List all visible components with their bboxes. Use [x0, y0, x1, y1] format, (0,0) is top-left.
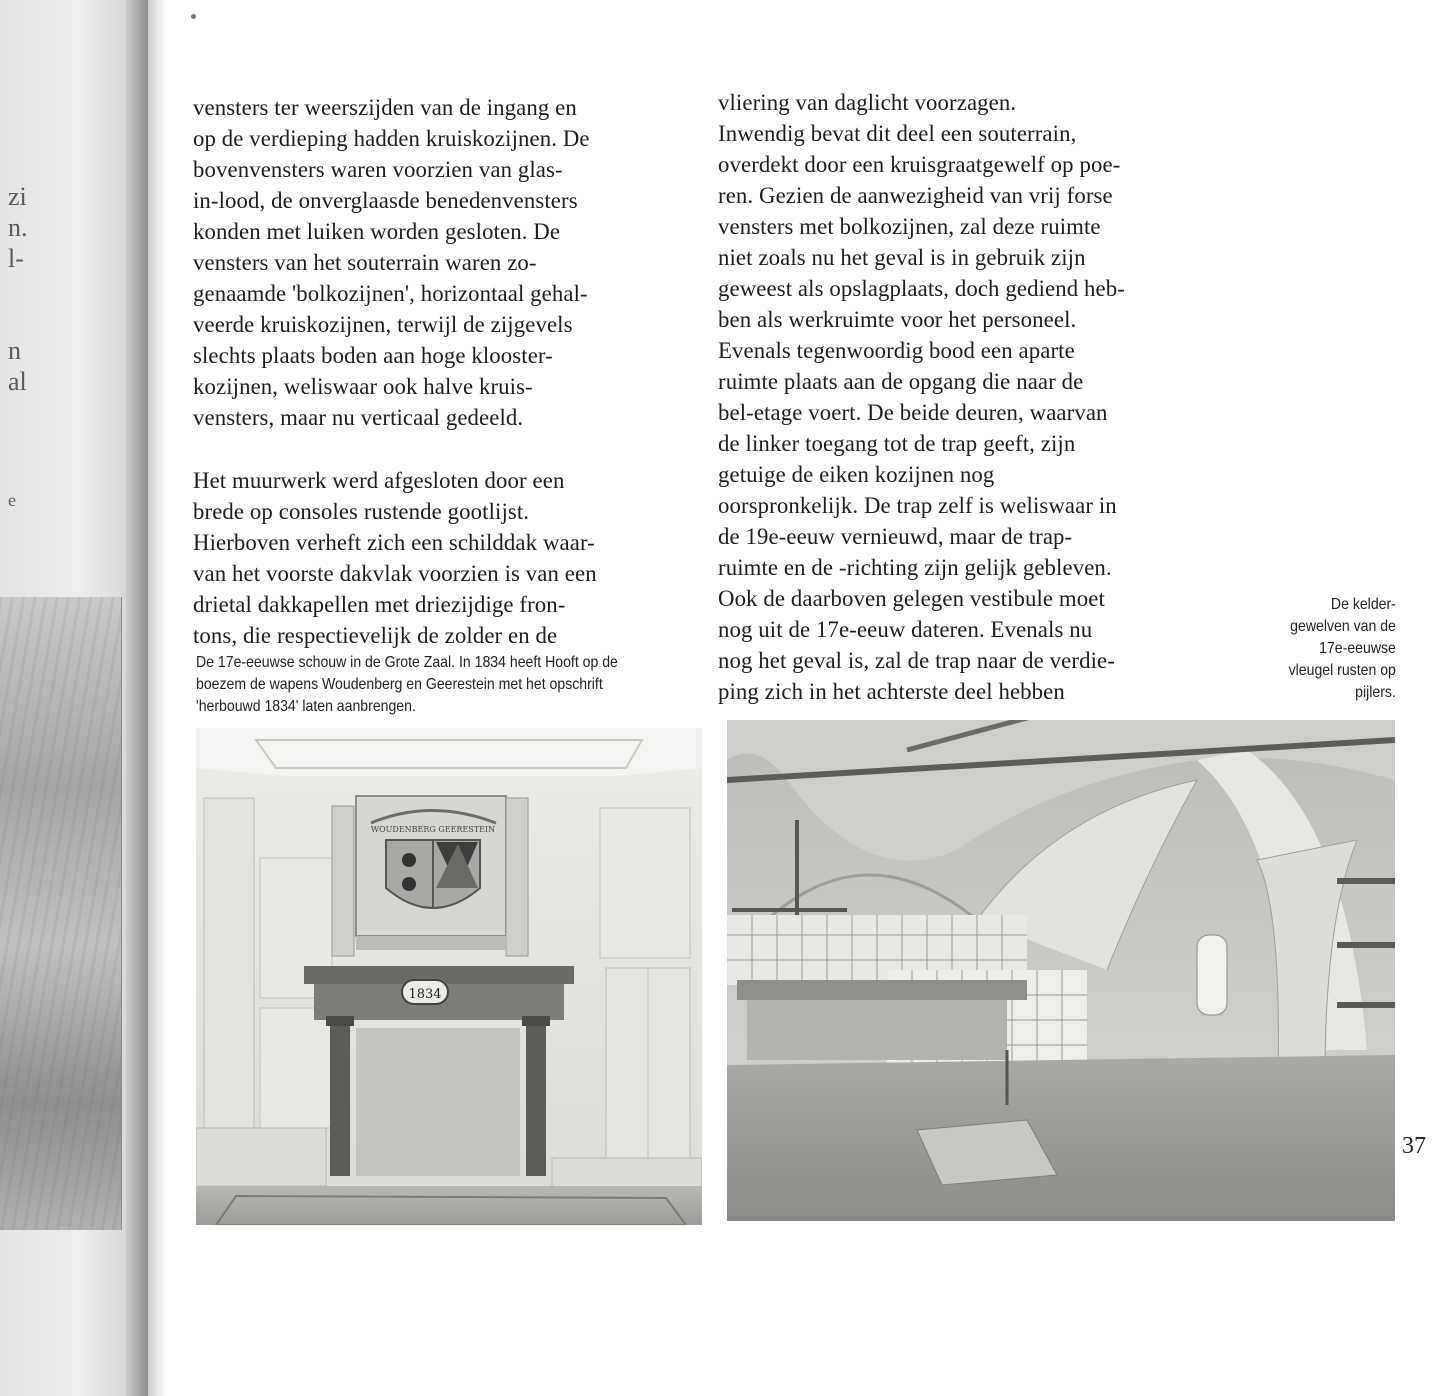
caption-line: gewelven van de [1290, 618, 1396, 635]
text-line: geweest als opslagplaats, doch gediend heb- [718, 276, 1125, 301]
text-line: op de verdieping hadden kruiskozijnen. De [193, 126, 590, 151]
text-line: slechts plaats boden aan hoge klooster- [193, 343, 553, 368]
previous-page-photo [0, 597, 122, 1230]
text-line: in-lood, de onverglaasde benedenvensters [193, 188, 578, 213]
text-line: kozijnen, weliswaar ook halve kruis- [193, 374, 533, 399]
caption-line: pijlers. [1355, 684, 1396, 701]
text-line: ruimte en de -richting zijn gelijk gebleven. [718, 555, 1112, 580]
text-line: overdekt door een kruisgraatgewelf op poe- [718, 152, 1121, 177]
text-line: ren. Gezien de aanwezigheid van vrij forse [718, 183, 1113, 208]
text-line: genaamde 'bolkozijnen', horizontaal gehal- [193, 281, 588, 306]
text-line: oorspronkelijk. De trap zelf is weliswaar in [718, 493, 1117, 518]
text-column-left [193, 92, 597, 651]
text-line: bovenvensters waren voorzien van glas- [193, 157, 563, 182]
left-page-fragment: zi [8, 182, 27, 211]
plaque-text: 1834 [408, 987, 442, 1002]
left-page-fragment: al [8, 367, 27, 396]
caption-line: vleugel rusten op [1288, 662, 1396, 679]
text-column-right [718, 87, 1125, 707]
book-gutter [126, 0, 166, 1396]
text-line: de 19e-eeuw vernieuwd, maar de trap- [718, 524, 1073, 549]
left-page-fragment: l- [8, 244, 24, 273]
left-page-fragment: e [8, 490, 16, 510]
text-line: ping zich in het achterste deel hebben [718, 679, 1065, 704]
text-line: Evenals tegenwoordig bood een aparte [718, 338, 1075, 363]
text-line: bel-etage voert. De beide deuren, waarvan [718, 400, 1108, 425]
text-line: ruimte plaats aan de opgang die naar de [718, 369, 1084, 394]
text-line: de linker toegang tot de trap geeft, zijn [718, 431, 1076, 456]
text-line: vensters ter weerszijden van de ingang en [193, 95, 577, 120]
text-line: ben als werkruimte voor het personeel. [718, 307, 1077, 332]
text-line: konden met luiken worden gesloten. De [193, 219, 561, 244]
caption-line: De kelder- [1331, 596, 1396, 613]
text-line: getuige de eiken kozijnen nog [718, 462, 995, 487]
text-line: vensters met bolkozijnen, zal deze ruimte [718, 214, 1101, 239]
fireplace-photo-graphic [196, 728, 702, 1225]
caption-line: 'herbouwd 1834' laten aanbrengen. [196, 698, 416, 715]
text-line: van het voorste dakvlak voorzien is van een [193, 561, 597, 586]
text-line: Ook de daarboven gelegen vestibule moet [718, 586, 1105, 611]
text-line: tons, die respectievelijk de zolder en de [193, 623, 558, 648]
text-line: nog het geval is, zal de trap naar de verdie- [718, 648, 1115, 673]
left-page-fragment: n [8, 336, 21, 365]
text-line: veerde kruiskozijnen, terwijl de zijgevels [193, 312, 573, 337]
caption-line: boezem de wapens Woudenberg en Geerestein met het opschrift [196, 676, 603, 693]
page-number: 37 [1402, 1133, 1426, 1159]
paragraph-gap [193, 433, 597, 465]
left-page-fragment: n. [8, 213, 28, 242]
text-line: vensters, maar nu verticaal gedeeld. [193, 405, 524, 430]
text-line: Hierboven verheft zich een schilddak waar- [193, 530, 595, 555]
text-line: brede op consoles rustende gootlijst. [193, 499, 530, 524]
crest-text: WOUDENBERG GEERESTEIN [370, 825, 496, 834]
fireplace-photo [196, 728, 702, 1225]
text-line: drietal dakkapellen met driezijdige fron- [193, 592, 566, 617]
text-line: niet zoals nu het geval is in gebruik zijn [718, 245, 1086, 270]
fireplace-caption [196, 652, 618, 718]
cellar-photo-graphic [727, 720, 1395, 1221]
caption-line: 17e-eeuwse [1319, 640, 1396, 657]
cellar-caption [1289, 594, 1396, 704]
text-line: Het muurwerk werd afgesloten door een [193, 468, 565, 493]
text-line: nog uit de 17e-eeuw dateren. Evenals nu [718, 617, 1093, 642]
cellar-photo [727, 720, 1395, 1221]
text-line: vliering van daglicht voorzagen. [718, 90, 1017, 115]
text-line: Inwendig bevat dit deel een souterrain, [718, 121, 1077, 146]
text-line: vensters van het souterrain waren zo- [193, 250, 537, 275]
print-speck [191, 14, 196, 19]
caption-line: De 17e-eeuwse schouw in de Grote Zaal. In 1834 heeft Hooft op de [196, 654, 618, 671]
